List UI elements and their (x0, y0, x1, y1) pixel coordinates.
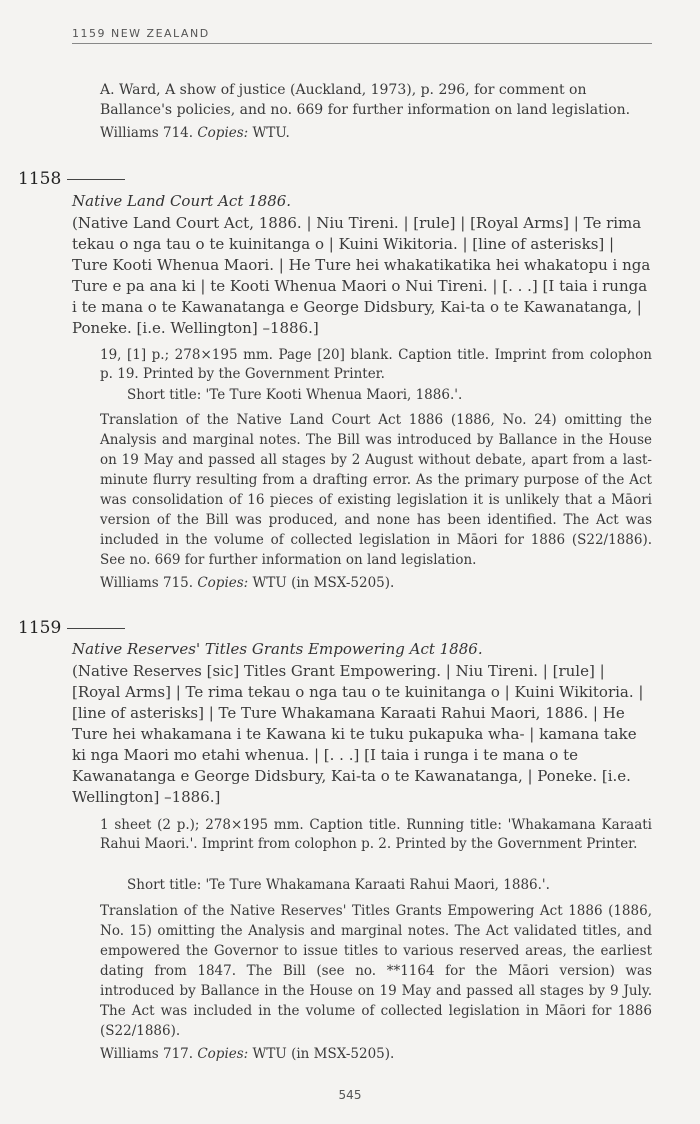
entry-rule (67, 628, 125, 629)
entry-transcription: (Native Reserves [sic] Titles Grant Empowering. | Niu Tireni. | [rule] | [Royal Arms] | Te rima tekau o nga tau o te kuinitanga o | Kuini Wikitoria. | [line of asterisks] | Te Ture Whakamana Karaati Rahui Maori, 1886. | He Ture hei whakamana i te Kawana ki te tuku pukapuka wha- | kamana take ki nga Maori mo etahi whenua. | [. . .] [I taia i runga i te mana o te Kawanatanga e George Didsbury, Kai-ta o te Kawanatanga, | Poneke. [i.e. Wellington] –1886.] (72, 662, 644, 806)
entry-rule (67, 179, 125, 180)
entry-note: Translation of the Native Land Court Act 1886 (1886, No. 24) omitting the Analysis and marginal notes. The Bill was introduced by Ballance in the House on 19 May and passed all stages by 2 August without debate, apart from a last-minute flurry resulting from a drafting error. As the primary purpose of the Act was consolidation of 16 pieces of existing legislation it is unlikely that a Māori version of the Bill was produced, and none has been identified. The Act was included in the volume of collected legislation in Māori for 1886 (S22/1886). See no. 669 for further information on land legislation. (100, 412, 652, 568)
entry-number (18, 618, 125, 638)
entry-title: Native Land Court Act 1886. (72, 192, 292, 210)
entry-collation: 19, [1] p.; 278×195 mm. Page [20] blank. Caption title. Imprint from colophon p. 19. Printed by the Government Printer. (100, 347, 652, 382)
copies-value: WTU (in MSX-5205). (252, 575, 395, 591)
copies-value: WTU (in MSX-5205). (252, 1046, 395, 1062)
entry-number (18, 169, 125, 189)
entry-number-text: 1158 (18, 169, 62, 189)
entry-number-text: 1159 (18, 618, 62, 638)
ref-text: Williams 715. (100, 575, 194, 591)
copies-label: Copies: (197, 1046, 249, 1062)
entry-title: Native Reserves' Titles Grants Empowering Act 1886. (72, 640, 483, 658)
top-note-ref (100, 125, 652, 141)
ref-text: Williams 717. (100, 1046, 194, 1062)
page-number: 545 (338, 1088, 362, 1102)
top-note: A. Ward, A show of justice (Auckland, 1973), p. 296, for comment on Ballance's policies, and no. 669 for further information on land legislation. (100, 82, 631, 118)
entry-ref (100, 575, 652, 591)
running-head: 1159 NEW ZEALAND (72, 27, 652, 44)
entry-collation: 1 sheet (2 p.); 278×195 mm. Caption title. Running title: 'Whakamana Karaati Rahui Maori.'. Imprint from colophon p. 2. Printed by the Government Printer. (100, 817, 652, 852)
copies-label: Copies: (197, 125, 249, 141)
ref-text: Williams 714. (100, 125, 194, 141)
copies-value: WTU. (252, 125, 290, 141)
entry-note: Translation of the Native Reserves' Titles Grants Empowering Act 1886 (1886, No. 15) omitting the Analysis and marginal notes. The Act validated titles, and empowered the Governor to issue titles to various reserved areas, the earliest dating from 1847. The Bill (see no. **1164 for the Māori version) was introduced by Ballance in the House on 19 May and passed all stages by 9 July. The Act was included in the volume of collected legislation in Māori for 1886 (S22/1886). (100, 903, 652, 1039)
copies-label: Copies: (197, 575, 249, 591)
entry-short-title: Short title: 'Te Ture Kooti Whenua Maori, 1886.'. (127, 387, 463, 403)
entry-ref (100, 1046, 652, 1062)
entry-transcription: (Native Land Court Act, 1886. | Niu Tireni. | [rule] | [Royal Arms] | Te rima tekau o nga tau o te kuinitanga o | Kuini Wikitoria. | [line of asterisks] | Ture Kooti Whenua Maori. | He Ture hei whakatikatika hei whakatopu i nga Ture e pa ana ki | te Kooti Whenua Maori o Nui Tireni. | [. . .] [I taia i runga i te mana o te Kawanatanga e George Didsbury, Kai-ta o te Kawanatanga, | Poneke. [i.e. Wellington] –1886.] (72, 214, 651, 337)
entry-short-title: Short title: 'Te Ture Whakamana Karaati Rahui Maori, 1886.'. (127, 877, 550, 893)
